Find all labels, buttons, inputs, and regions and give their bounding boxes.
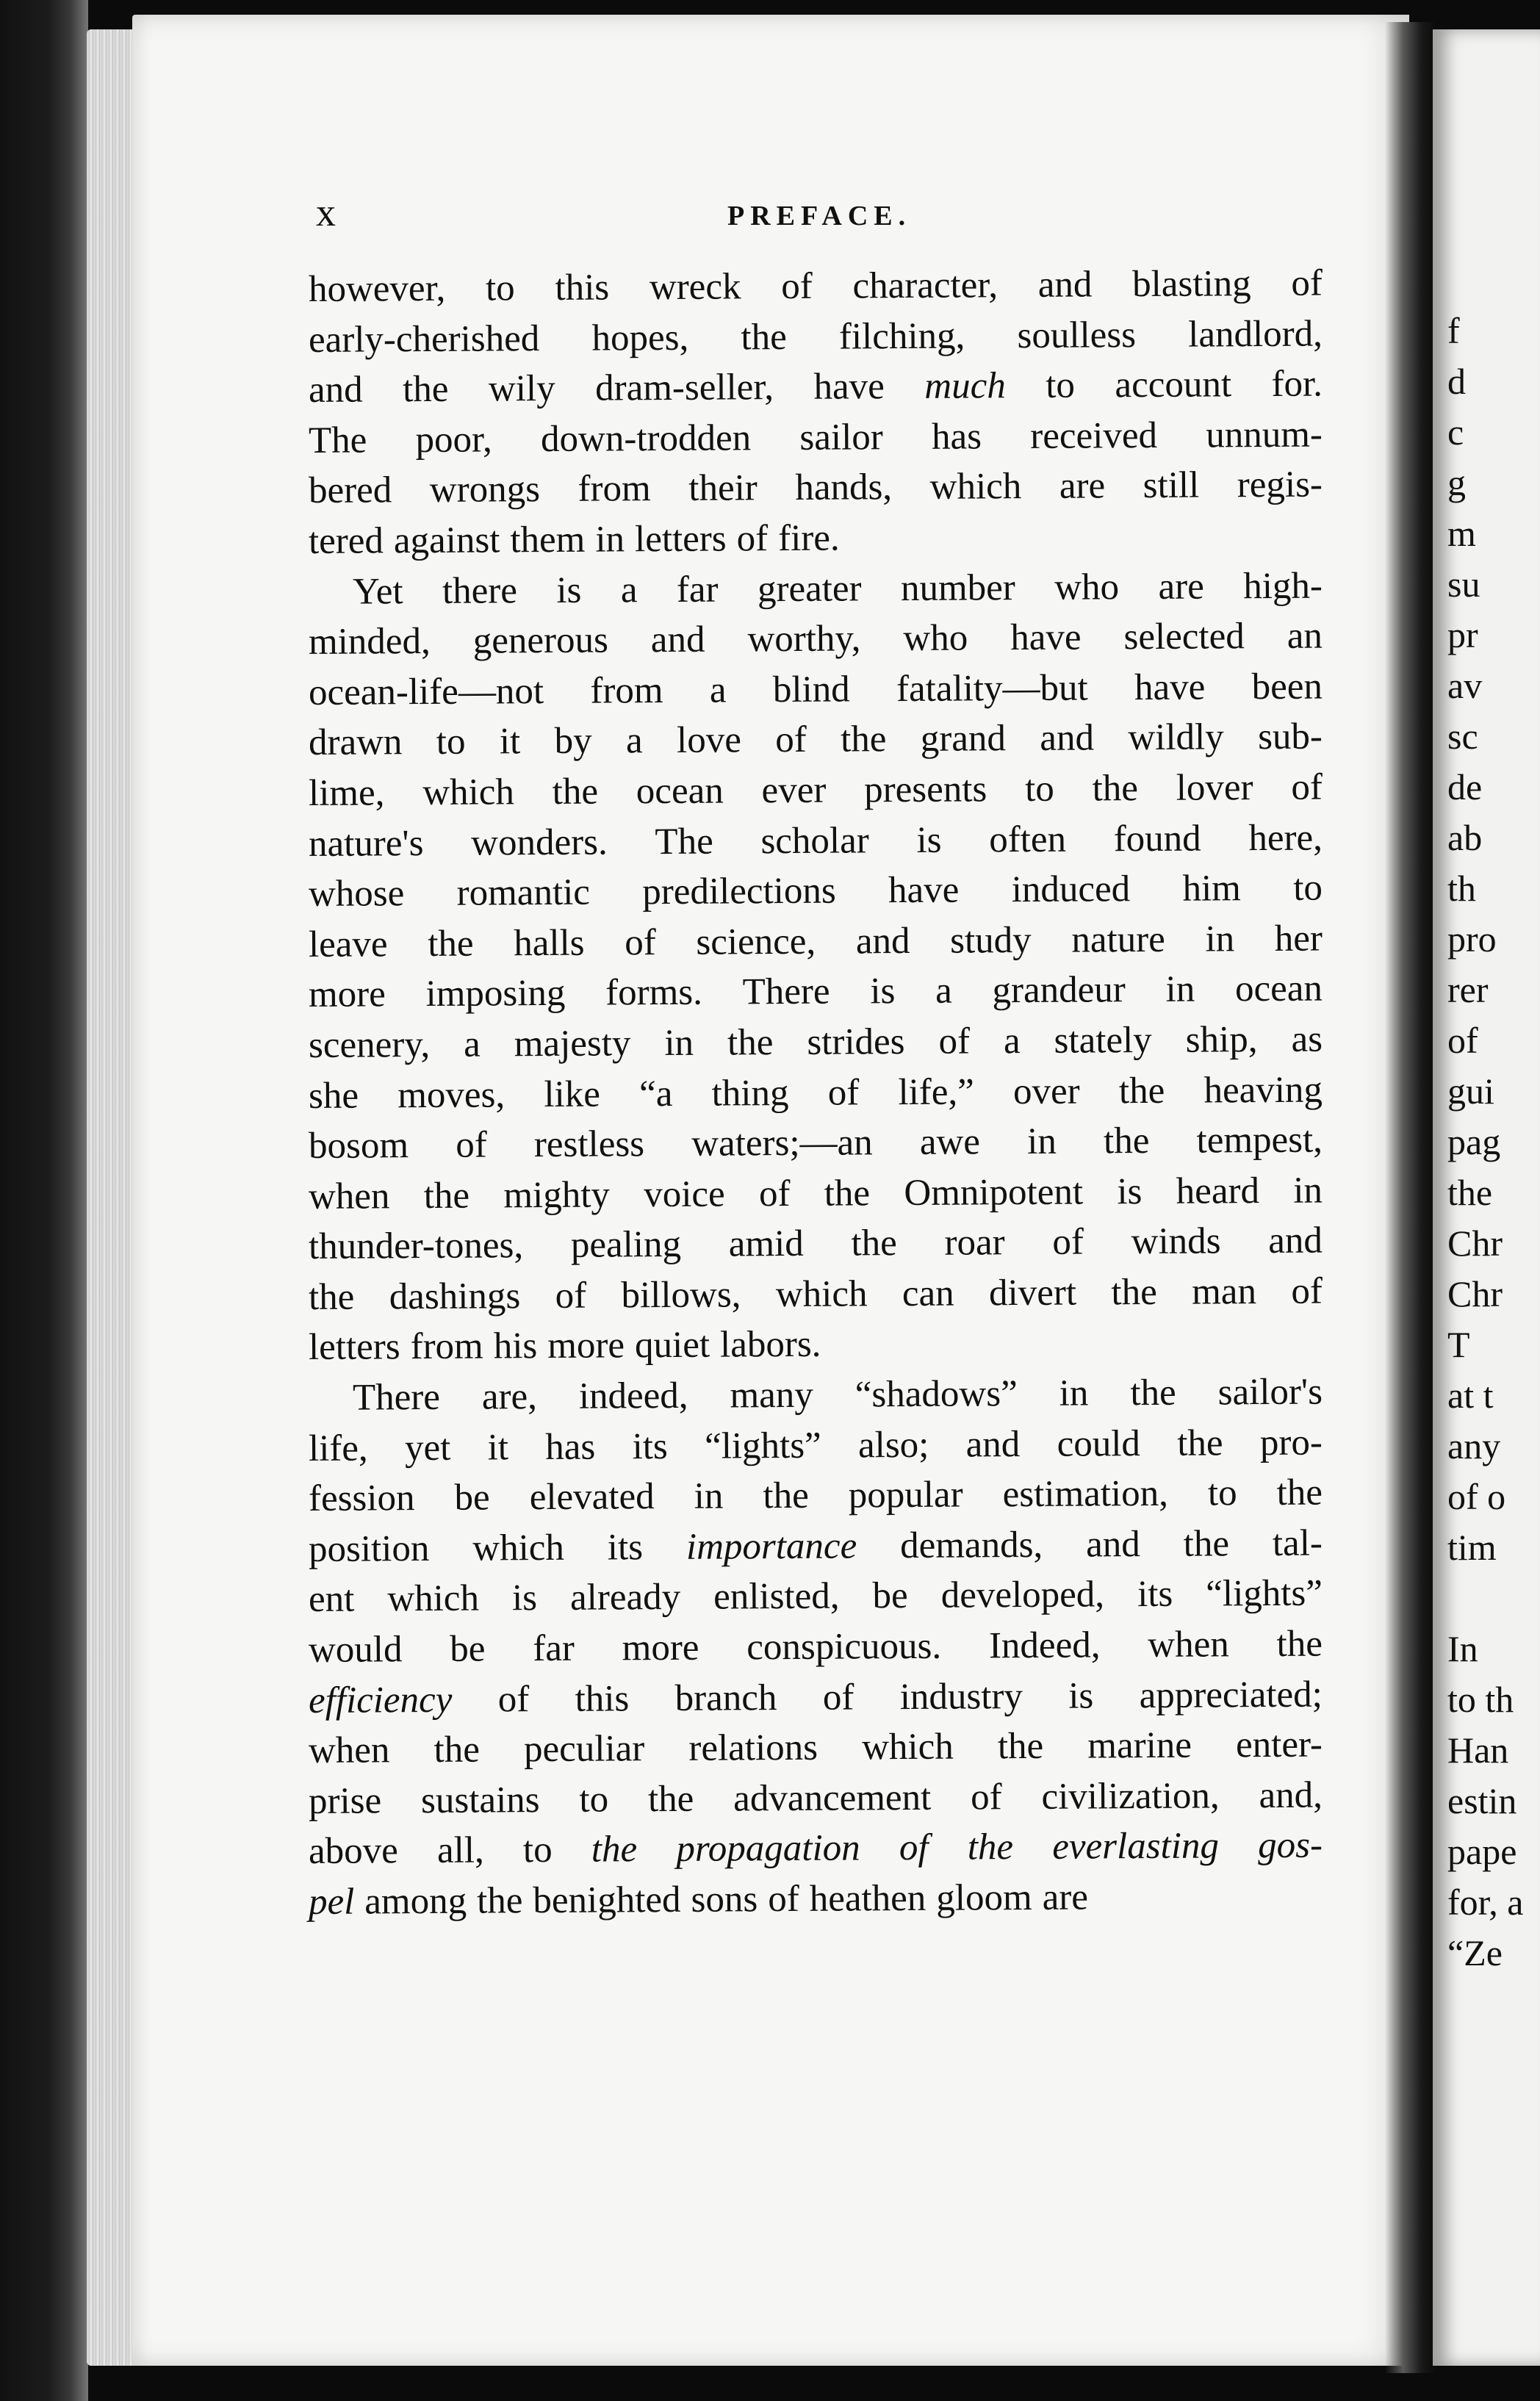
text-line: life, yet it has its “lights” also; and could the pro- bbox=[308, 1422, 1323, 1469]
facing-page-fragment: rer bbox=[1447, 969, 1489, 1010]
facing-page bbox=[1433, 29, 1540, 2366]
facing-page-fragment: pro bbox=[1447, 918, 1497, 960]
body-text bbox=[309, 264, 1323, 1928]
paragraph bbox=[309, 567, 1323, 1374]
facing-page-fragment: any bbox=[1447, 1425, 1501, 1466]
text-line: more imposing forms. There is a grandeur in ocean bbox=[308, 968, 1323, 1016]
facing-page-fragment: to th bbox=[1447, 1679, 1514, 1720]
text-line: position which its importance demands, and the tal- bbox=[308, 1522, 1323, 1570]
facing-page-fragment: ab bbox=[1447, 817, 1483, 858]
text-line: nature's wonders. The scholar is often found here, bbox=[308, 817, 1323, 865]
paragraph bbox=[309, 1373, 1323, 1928]
facing-page-fragment: at t bbox=[1447, 1375, 1494, 1416]
facing-page-fragment: su bbox=[1447, 564, 1480, 605]
text-line: ocean-life—not from a blind fatality—but have been bbox=[308, 666, 1323, 713]
text-line: There are, indeed, many “shadows” in the sailor's bbox=[352, 1371, 1323, 1419]
text-line: above all, to the propagation of the everlasting gos- bbox=[308, 1824, 1323, 1873]
facing-page-fragment: of bbox=[1447, 1020, 1478, 1061]
facing-page-fragment: pag bbox=[1447, 1121, 1501, 1162]
facing-page-fragment: the bbox=[1447, 1172, 1493, 1213]
facing-page-fragment: gui bbox=[1447, 1070, 1494, 1112]
facing-page-fragment: g bbox=[1447, 462, 1466, 503]
text-line: when the peculiar relations which the marine enter- bbox=[308, 1724, 1323, 1772]
text-line: she moves, like “a thing of life,” over the heaving bbox=[308, 1069, 1323, 1117]
paragraph bbox=[309, 264, 1323, 567]
text-line: prise sustains to the advancement of civilization, and, bbox=[308, 1774, 1323, 1822]
facing-page-fragment: m bbox=[1447, 513, 1476, 554]
facing-page-fragment: d bbox=[1447, 361, 1466, 402]
facing-page-fragment: pr bbox=[1447, 614, 1478, 655]
facing-page-fragment: Chr bbox=[1447, 1223, 1503, 1264]
facing-page-fragment: estin bbox=[1447, 1780, 1517, 1821]
text-line: letters from his more quiet labors. bbox=[308, 1324, 821, 1369]
facing-page-fragment: c bbox=[1447, 411, 1464, 453]
text-line: fession be elevated in the popular estimation, to the bbox=[308, 1472, 1323, 1520]
facing-page-fragment: tim bbox=[1447, 1527, 1497, 1568]
book-binding bbox=[0, 0, 88, 2401]
text-line: ent which is already enlisted, be developed, its “lights” bbox=[308, 1573, 1323, 1621]
facing-page-fragment: “Ze bbox=[1447, 1932, 1503, 1973]
text-line: early-cherished hopes, the filching, soulless landlord, bbox=[308, 313, 1323, 361]
text-line: minded, generous and worthy, who have selected an bbox=[308, 615, 1323, 663]
facing-page-fragment: de bbox=[1447, 766, 1483, 807]
running-title: PREFACE. bbox=[727, 201, 912, 231]
facing-page-fragment: for, a bbox=[1447, 1882, 1524, 1923]
facing-page-fragment: th bbox=[1447, 868, 1476, 909]
facing-page-fragment: sc bbox=[1447, 716, 1478, 757]
text-line: tered against them in letters of fire. bbox=[308, 517, 840, 562]
text-line: bosom of restless waters;—an awe in the tempest, bbox=[308, 1119, 1323, 1167]
text-line: and the wily dram-seller, have much to account for. bbox=[308, 363, 1323, 411]
facing-page-fragment: pape bbox=[1447, 1831, 1517, 1872]
facing-page-fragment: f bbox=[1447, 310, 1460, 351]
text-line: Yet there is a far greater number who are high- bbox=[352, 565, 1323, 613]
text-line: drawn to it by a love of the grand and wildly sub- bbox=[308, 716, 1323, 764]
page-gutter bbox=[1385, 22, 1436, 2373]
text-line: would be far more conspicuous. Indeed, when the bbox=[308, 1623, 1323, 1671]
text-line: whose romantic predilections have induced him to bbox=[308, 867, 1323, 915]
facing-page-fragment: av bbox=[1447, 665, 1483, 706]
facing-page-fragment: Chr bbox=[1447, 1273, 1503, 1314]
text-line: pel among the benighted sons of heathen gloom are bbox=[308, 1876, 1089, 1923]
text-line: efficiency of this branch of industry is appreciated; bbox=[308, 1674, 1323, 1721]
text-line: bered wrongs from their hands, which are still regis- bbox=[308, 464, 1323, 512]
facing-page-fragment: of o bbox=[1447, 1476, 1506, 1517]
text-line: scenery, a majesty in the strides of a stately ship, as bbox=[308, 1018, 1323, 1066]
text-line: the dashings of billows, which can divert the man of bbox=[308, 1270, 1323, 1318]
facing-page-fragment: In bbox=[1447, 1628, 1478, 1669]
text-line: when the mighty voice of the Omnipotent is heard in bbox=[308, 1170, 1323, 1217]
text-line: thunder-tones, pealing amid the roar of winds and bbox=[308, 1220, 1323, 1268]
facing-page-fragment: Han bbox=[1447, 1729, 1509, 1771]
facing-page-fragment: T bbox=[1447, 1324, 1470, 1365]
text-line: The poor, down-trodden sailor has received unnum- bbox=[308, 414, 1323, 461]
text-line: lime, which the ocean ever presents to the lover of bbox=[308, 766, 1323, 814]
page-number: x bbox=[316, 190, 336, 234]
text-line: leave the halls of science, and study nature in her bbox=[308, 918, 1323, 965]
text-line: however, to this wreck of character, and blasting of bbox=[308, 262, 1323, 310]
running-head bbox=[0, 190, 1540, 241]
